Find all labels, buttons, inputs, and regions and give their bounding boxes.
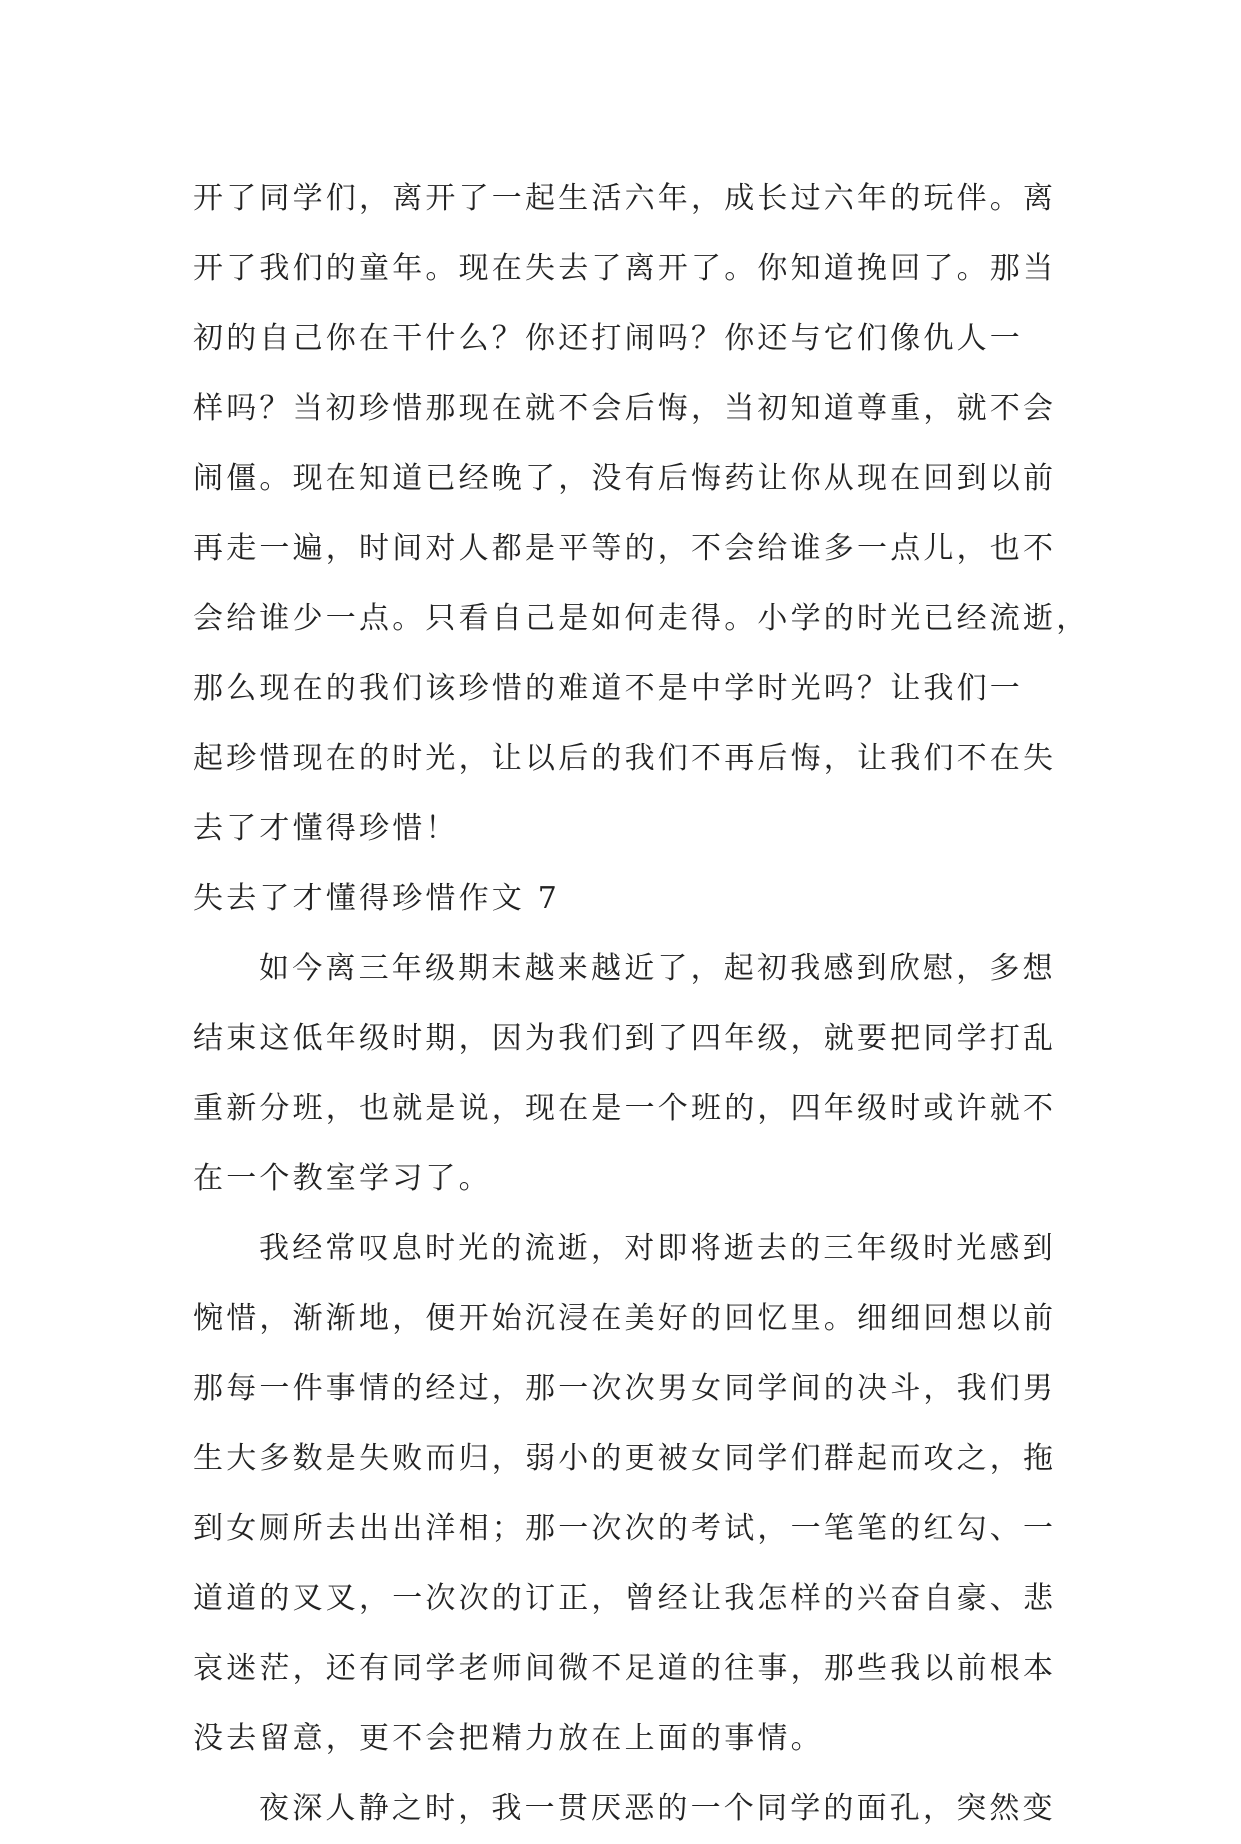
text-line: 初的自己你在干什么？你还打闹吗？你还与它们像仇人一 xyxy=(193,321,1023,356)
paragraph-1 xyxy=(193,934,1057,1214)
text-line: 起珍惜现在的时光，让以后的我们不再后悔，让我们不在失 xyxy=(193,741,1057,776)
text-line: 闹僵。现在知道已经晚了，没有后悔药让你从现在回到以前 xyxy=(193,461,1057,496)
text-line: 生大多数是失败而归，弱小的更被女同学们群起而攻之，拖 xyxy=(193,1441,1057,1476)
section-title: 失去了才懂得珍惜作文 7 xyxy=(193,881,561,916)
text-line: 那么现在的我们该珍惜的难道不是中学时光吗？让我们一 xyxy=(193,671,1023,706)
text-line: 到女厕所去出出洋相；那一次次的考试，一笔笔的红勾、一 xyxy=(193,1511,1057,1546)
text-line: 我经常叹息时光的流逝，对即将逝去的三年级时光感到 xyxy=(259,1231,1056,1266)
text-line: 样吗？当初珍惜那现在就不会后悔，当初知道尊重，就不会 xyxy=(193,391,1057,426)
continued-paragraph xyxy=(193,164,1090,864)
text-line: 道道的叉叉，一次次的订正，曾经让我怎样的兴奋自豪、悲 xyxy=(193,1581,1057,1616)
text-line: 在一个教室学习了。 xyxy=(193,1161,492,1196)
text-line: 去了才懂得珍惜！ xyxy=(193,811,459,846)
paragraph-3 xyxy=(193,1774,1056,1844)
document-body xyxy=(193,164,1090,1844)
text-line: 如今离三年级期末越来越近了，起初我感到欣慰，多想 xyxy=(259,951,1056,986)
text-line: 再走一遍，时间对人都是平等的，不会给谁多一点儿，也不 xyxy=(193,531,1057,566)
text-line: 开了我们的童年。现在失去了离开了。你知道挽回了。那当 xyxy=(193,251,1057,286)
text-line: 没去留意，更不会把精力放在上面的事情。 xyxy=(193,1721,824,1756)
text-line: 那每一件事情的经过，那一次次男女同学间的决斗，我们男 xyxy=(193,1371,1057,1406)
text-line: 会给谁少一点。只看自己是如何走得。小学的时光已经流逝， xyxy=(193,601,1090,636)
text-line: 重新分班，也就是说，现在是一个班的，四年级时或许就不 xyxy=(193,1091,1057,1126)
text-line: 惋惜，渐渐地，便开始沉浸在美好的回忆里。细细回想以前 xyxy=(193,1301,1057,1336)
text-line: 结束这低年级时期，因为我们到了四年级，就要把同学打乱 xyxy=(193,1021,1057,1056)
text-line: 哀迷茫，还有同学老师间微不足道的往事，那些我以前根本 xyxy=(193,1651,1057,1686)
paragraph-2 xyxy=(193,1214,1057,1774)
text-line: 夜深人静之时，我一贯厌恶的一个同学的面孔，突然变 xyxy=(259,1791,1056,1826)
text-line: 开了同学们，离开了一起生活六年，成长过六年的玩伴。离 xyxy=(193,181,1057,216)
